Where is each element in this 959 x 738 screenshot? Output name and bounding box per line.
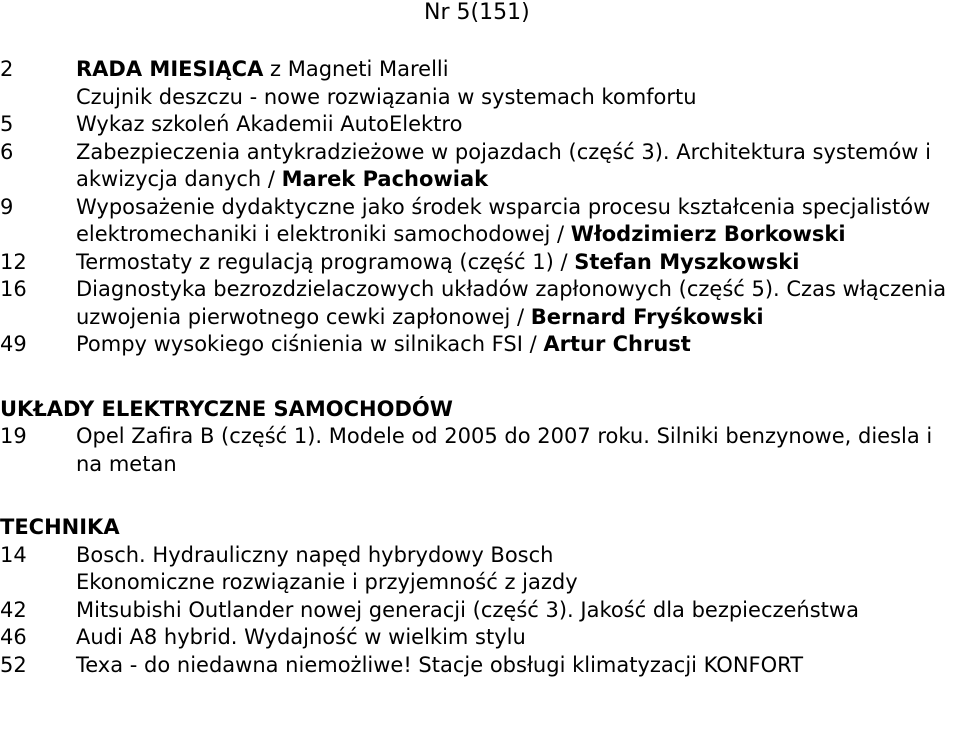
toc-entry-wykaz-szkolen bbox=[0, 111, 959, 139]
toc-entry-audi bbox=[0, 624, 959, 652]
toc-entry-ekonomiczne bbox=[0, 569, 959, 597]
entry-title: Diagnostyka bezrozdzielaczowych układów zapłonowych (część 5). Czas włączenia uzwojenia pierwotnego cewki zapłonowej / bbox=[76, 277, 947, 329]
page-number: 46 bbox=[0, 625, 27, 649]
page-number: 9 bbox=[0, 194, 14, 219]
entry-title: Bosch. Hydrauliczny napęd hybrydowy Bosch bbox=[76, 542, 554, 567]
toc-entry-diagnostyka bbox=[0, 276, 959, 331]
entry-author: Włodzimierz Borkowski bbox=[570, 222, 846, 246]
toc-entry-rada-miesiaca bbox=[0, 56, 959, 84]
page-number: 52 bbox=[0, 652, 27, 677]
toc-entry-pompy bbox=[0, 331, 959, 359]
entry-author: Marek Pachowiak bbox=[281, 167, 489, 191]
toc-entry-mitsubishi bbox=[0, 597, 959, 625]
toc-entry-opel-zafira bbox=[0, 423, 959, 478]
entry-title: Opel Zafira B (część 1). Modele od 2005 do 2007 roku. Silniki benzynowe, diesla i na metan bbox=[76, 424, 933, 476]
page-number: 12 bbox=[0, 249, 27, 274]
toc-entry-zabezpieczenia bbox=[0, 139, 959, 194]
entry-title: z Magneti Marelli bbox=[263, 57, 449, 81]
entry-title: Ekonomiczne rozwiązanie i przyjemność z jazdy bbox=[76, 570, 578, 594]
issue-number: Nr 5(151) bbox=[424, 0, 530, 25]
page-number: 49 bbox=[0, 332, 27, 356]
entry-author: Bernard Fryśkowski bbox=[530, 304, 764, 329]
entry-title: Audi A8 hybrid. Wydajność w wielkim stylu bbox=[76, 625, 526, 649]
toc-entry-termostaty bbox=[0, 249, 959, 277]
toc-entry-wyposazenie bbox=[0, 194, 959, 249]
entry-title: Wyposażenie dydaktyczne jako środek wsparcia procesu kształcenia specjalistów elektromechaniki i elektroniki samochodowej / bbox=[76, 194, 931, 246]
page-number: 6 bbox=[0, 139, 14, 164]
entry-title-bold: RADA MIESIĄCA bbox=[76, 57, 264, 81]
toc-entry-bosch bbox=[0, 542, 959, 570]
entry-title: Pompy wysokiego ciśnienia w silnikach FSI / bbox=[76, 332, 544, 356]
toc-entry-texa bbox=[0, 652, 959, 680]
entry-author: Stefan Myszkowski bbox=[574, 249, 800, 274]
page-number: 14 bbox=[0, 542, 27, 567]
page-number: 19 bbox=[0, 424, 27, 448]
entry-title: Mitsubishi Outlander nowej generacji (część 3). Jakość dla bezpieczeństwa bbox=[76, 597, 859, 622]
table-of-contents bbox=[0, 56, 959, 679]
page-number: 16 bbox=[0, 277, 27, 301]
toc-entry-czujnik-deszczu bbox=[0, 84, 959, 112]
page-number: 2 bbox=[0, 57, 14, 81]
section-heading-electrical: UKŁADY ELEKTRYCZNE SAMOCHODÓW bbox=[0, 396, 453, 421]
page-number: 42 bbox=[0, 597, 27, 622]
entry-title: Czujnik deszczu - nowe rozwiązania w systemach komfortu bbox=[76, 84, 697, 109]
entry-author: Artur Chrust bbox=[543, 332, 691, 356]
page-number: 5 bbox=[0, 112, 14, 136]
entry-title: Zabezpieczenia antykradzieżowe w pojazdach (część 3). Architektura systemów i akwizycja danych / bbox=[76, 139, 931, 191]
section-heading-technika: TECHNIKA bbox=[0, 515, 120, 539]
entry-title: Texa - do niedawna niemożliwe! Stacje obsługi klimatyzacji KONFORT bbox=[76, 652, 804, 677]
entry-title: Wykaz szkoleń Akademii AutoElektro bbox=[76, 112, 463, 136]
entry-title: Termostaty z regulacją programową (część 1) / bbox=[76, 249, 575, 274]
